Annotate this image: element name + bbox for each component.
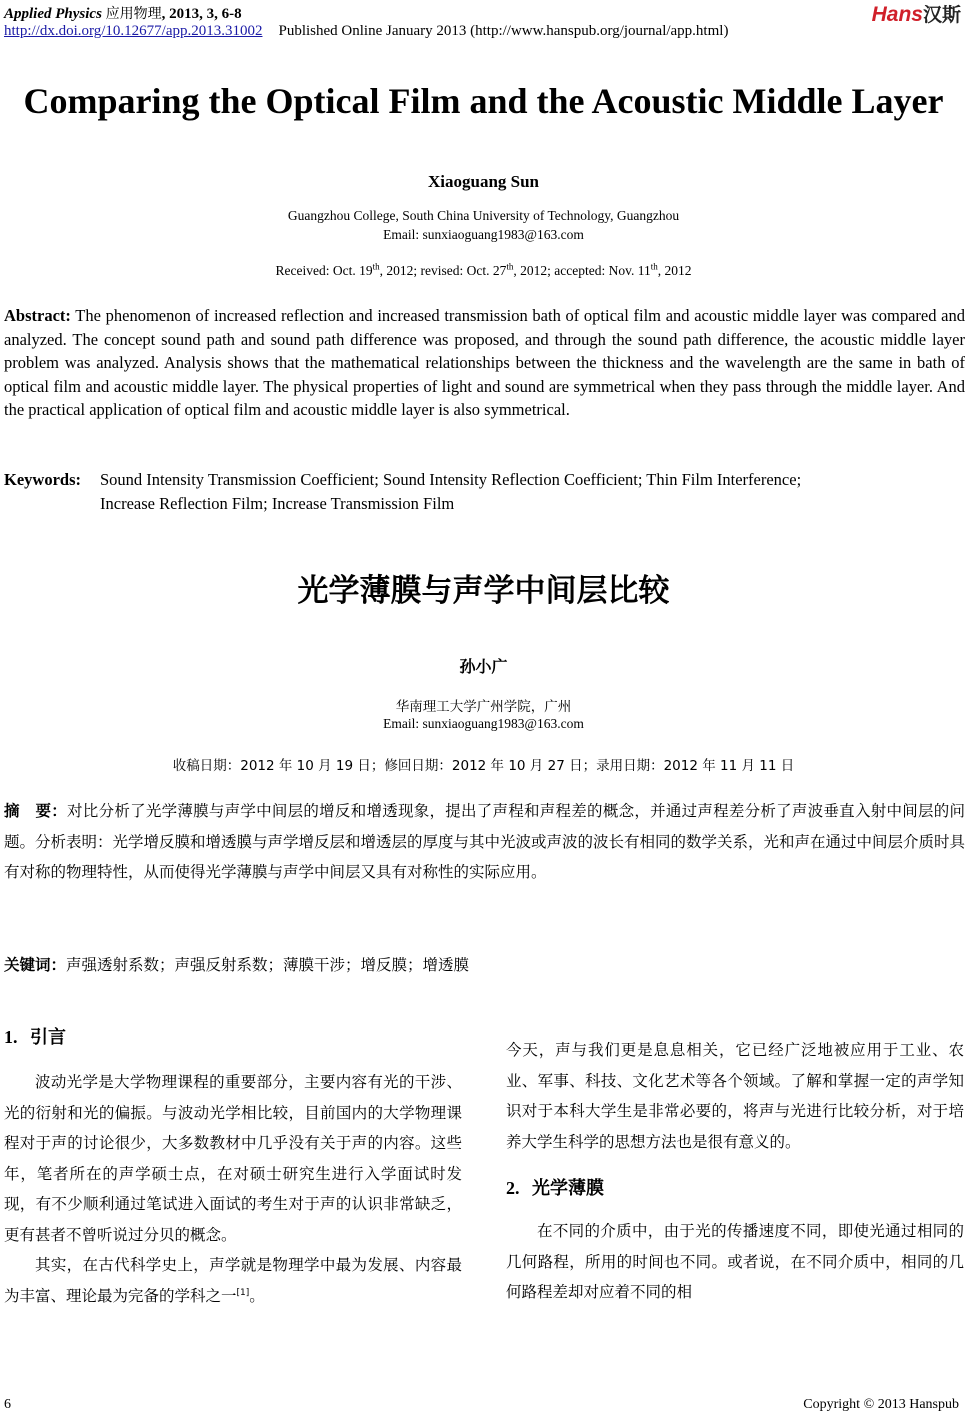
journal-citation: 2013, 3, 6-8 [169,6,242,22]
abstract-text-en: The phenomenon of increased reflection and increased transmission bath of optical film and acoustic middle layer was compared and analyzed. The concept sound path and sound path difference was proposed, and through the sound path difference, the acoustic middle layer problem was analyzed. Analysis shows that the mathematical relationships between the thickness and the wavelength are the same in bath of optical film and acoustic middle layer. The physical properties of light and sound are symmetrical when they pass through the middle layer. And the practical application of optical film and acoustic middle layer is also symmetrical. [4,306,965,419]
section-heading-2: 2. 光学薄膜 [506,1178,605,1199]
paragraph-2: 其实，在古代科学史上，声学就是物理学中最为发展、内容最为丰富、理论最为完备的学科之一[1]。 [4,1256,462,1305]
abstract-text-cn: 对比分析了光学薄膜与声学中间层的增反和增透现象，提出了声程和声程差的概念，并通过声程差分析了声波垂直入射中间层的问题。分析表明：光学增反膜和增透膜与声学增反层和增透层的厚度与其中光波或声波的波长有相同的数学关系，光和声在通过中间层介质时具有对称的物理特性，从而使得光学薄膜与声学中间层又具有对称性的实际应用。 [4,802,966,881]
affiliation-cn: 华南理工大学广州学院，广州 [395,699,572,715]
copyright: Copyright © 2013 Hanspub [803,1397,959,1412]
publication-line [4,23,728,40]
author-cn: 孙小广 [459,657,508,676]
keywords-line1-en: Sound Intensity Transmission Coefficient; Sound Intensity Reflection Coefficient; Thin Film Interference; [100,470,802,489]
journal-name-cn: 应用物理 [105,6,162,22]
paragraph-4: 在不同的介质中，由于光的传播速度不同，即使光通过相同的几何路程，所用的时间也不同。或者说，在不同介质中，相同的几何路程差却对应着不同的相 [506,1222,964,1301]
published-online: Published Online January 2013 (http://www.hanspub.org/journal/app.html) [278,23,729,39]
dates-cn: 收稿日期：2012 年 10 月 19 日；修回日期：2012 年 10 月 27 日；录用日期：2012 年 11 月 11 日 [172,758,795,774]
email-cn: Email: sunxiaoguang1983@163.com [383,716,584,731]
keywords-label-en: Keywords: [4,470,81,489]
keywords-cn [4,950,965,980]
keywords-en [4,468,965,515]
keywords-text-cn: 声强透射系数；声强反射系数；薄膜干涉；增反膜；增透膜 [66,956,470,974]
abstract-label-cn: 摘 要： [4,802,68,820]
abstract-cn [4,796,965,888]
section-heading-1: 1. 引言 [4,1027,67,1048]
paper-title-en: Comparing the Optical Film and the Acoustic Middle Layer [23,81,944,121]
abstract-en [4,304,965,422]
journal-header: Applied Physics 应用物理, 2013, 3, 6-8 [4,6,242,22]
page-number: 6 [4,1397,11,1412]
keywords-line2-en: Increase Reflection Film; Increase Transmission Film [100,493,455,513]
logo-text-cn: 汉斯 [922,4,961,26]
author-en: Xiaoguang Sun [427,172,540,191]
hanspub-logo [872,0,961,27]
journal-name-en: Applied Physics [4,6,102,22]
dates-en: Received: Oct. 19th, 2012; revised: Oct. 27th, 2012; accepted: Nov. 11th, 2012 [275,261,692,278]
doi-link[interactable]: http://dx.doi.org/10.12677/app.2013.31002 [4,23,263,39]
logo-text-en: Hans [871,3,923,26]
body-column-right [506,1035,964,1308]
paper-title-cn: 光学薄膜与声学中间层比较 [297,573,670,609]
body-column-left [4,1022,462,1311]
keywords-label-cn: 关键词： [4,956,67,974]
affiliation-en: Guangzhou College, South China University of Technology, Guangzhou [287,208,680,223]
abstract-label-en: Abstract: [4,306,71,325]
paragraph-1: 波动光学是大学物理课程的重要部分，主要内容有光的干涉、光的衍射和光的偏振。与波动光学相比较，目前国内的大学物理课程对于声的讨论很少，大多数教材中几乎没有关于声的内容。这些年，笔者所在的声学硕士点，在对硕士研究生进行入学面试时发现，有不少顺利通过笔试进入面试的考生对于声的认识非常缺乏，更有甚者不曾听说过分贝的概念。 [4,1073,462,1244]
paragraph-3: 今天，声与我们更是息息相关，它已经广泛地被应用于工业、农业、军事、科技、文化艺术等各个领域。了解和掌握一定的声学知识对于本科大学生是非常必要的，将声与光进行比较分析，对于培养大学生科学的思想方法也是很有意义的。 [506,1041,964,1151]
citation-ref: [1] [236,1287,250,1298]
email-en: Email: sunxiaoguang1983@163.com [383,227,584,242]
